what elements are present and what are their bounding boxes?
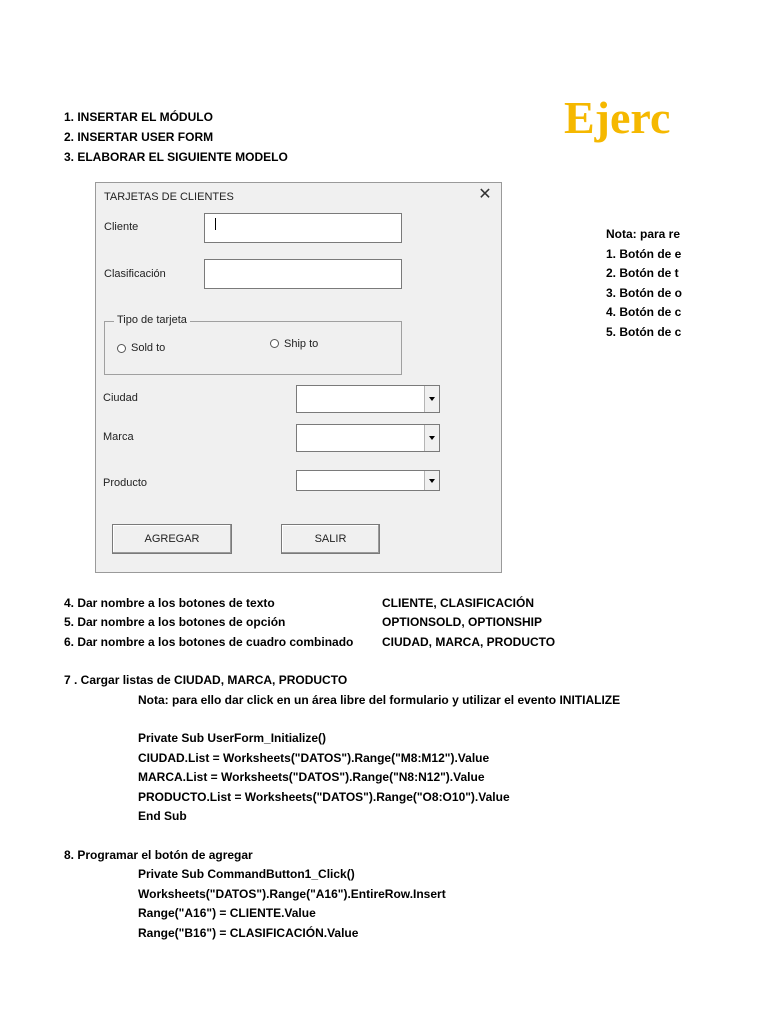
page-title: Ejerc bbox=[564, 92, 671, 143]
cliente-textbox[interactable] bbox=[204, 213, 402, 243]
agregar-button[interactable]: AGREGAR bbox=[112, 524, 232, 554]
step-7-note: Nota: para ello dar click en un área libre del formulario y utilizar el evento INITIALIZE bbox=[138, 693, 621, 707]
option-ship-label: Ship to bbox=[284, 338, 319, 350]
marca-combobox[interactable] bbox=[296, 424, 440, 452]
code-line: Range("A16") = CLIENTE.Value bbox=[138, 906, 316, 920]
option-ship-radio[interactable] bbox=[270, 339, 279, 348]
chevron-down-icon[interactable] bbox=[424, 425, 439, 451]
ciudad-label: Ciudad bbox=[103, 392, 138, 404]
step-1-text: 1. INSERTAR EL MÓDULO bbox=[64, 110, 213, 124]
note-item-1: 1. Botón de e bbox=[606, 247, 682, 261]
instruction-6-left: 6. Dar nombre a los botones de cuadro combinado bbox=[64, 635, 354, 649]
code-line: CIUDAD.List = Worksheets("DATOS").Range("M8:M12").Value bbox=[138, 751, 490, 765]
code-line: Range("B16") = CLASIFICACIÓN.Value bbox=[138, 926, 359, 940]
chevron-down-icon[interactable] bbox=[424, 386, 439, 412]
chevron-down-icon[interactable] bbox=[424, 471, 439, 490]
option-sold-radio[interactable] bbox=[117, 344, 126, 353]
note-title: Nota: para re bbox=[606, 227, 681, 241]
note-item-4: 4. Botón de c bbox=[606, 305, 682, 319]
step-7-title: 7 . Cargar listas de CIUDAD, MARCA, PRODUCTO bbox=[64, 673, 348, 687]
note-item-3: 3. Botón de o bbox=[606, 286, 682, 300]
option-sold-label: Sold to bbox=[131, 342, 166, 354]
ciudad-combobox[interactable] bbox=[296, 385, 440, 413]
userform-dialog bbox=[95, 182, 502, 573]
salir-button[interactable]: SALIR bbox=[281, 524, 380, 554]
producto-label: Producto bbox=[103, 477, 148, 489]
step-3-text: 3. ELABORAR EL SIGUIENTE MODELO bbox=[64, 150, 288, 164]
cliente-label: Cliente bbox=[104, 221, 139, 233]
code-line: End Sub bbox=[138, 809, 187, 823]
marca-label: Marca bbox=[103, 431, 134, 443]
code-line: Private Sub UserForm_Initialize() bbox=[138, 731, 327, 745]
instruction-4-right: CLIENTE, CLASIFICACIÓN bbox=[382, 596, 534, 610]
instruction-4-left: 4. Dar nombre a los botones de texto bbox=[64, 596, 275, 610]
code-line: Private Sub CommandButton1_Click() bbox=[138, 867, 355, 881]
text-caret bbox=[215, 218, 216, 230]
code-line: MARCA.List = Worksheets("DATOS").Range("N8:N12").Value bbox=[138, 770, 485, 784]
frame-label: Tipo de tarjeta bbox=[114, 314, 190, 326]
close-icon[interactable]: ✕ bbox=[478, 186, 492, 203]
step-2-text: 2. INSERTAR USER FORM bbox=[64, 130, 214, 144]
note-item-2: 2. Botón de t bbox=[606, 266, 679, 280]
instruction-6-right: CIUDAD, MARCA, PRODUCTO bbox=[382, 635, 556, 649]
step-8-title: 8. Programar el botón de agregar bbox=[64, 848, 253, 862]
clasificacion-label: Clasificación bbox=[104, 268, 166, 280]
note-item-5: 5. Botón de c bbox=[606, 325, 682, 339]
instruction-5-right: OPTIONSOLD, OPTIONSHIP bbox=[382, 615, 543, 629]
code-line: Worksheets("DATOS").Range("A16").EntireRow.Insert bbox=[138, 887, 446, 901]
producto-combobox[interactable] bbox=[296, 470, 440, 491]
code-line: PRODUCTO.List = Worksheets("DATOS").Range("O8:O10").Value bbox=[138, 790, 510, 804]
instruction-5-left: 5. Dar nombre a los botones de opción bbox=[64, 615, 286, 629]
clasificacion-textbox[interactable] bbox=[204, 259, 402, 289]
dialog-title: TARJETAS DE CLIENTES bbox=[104, 191, 234, 203]
